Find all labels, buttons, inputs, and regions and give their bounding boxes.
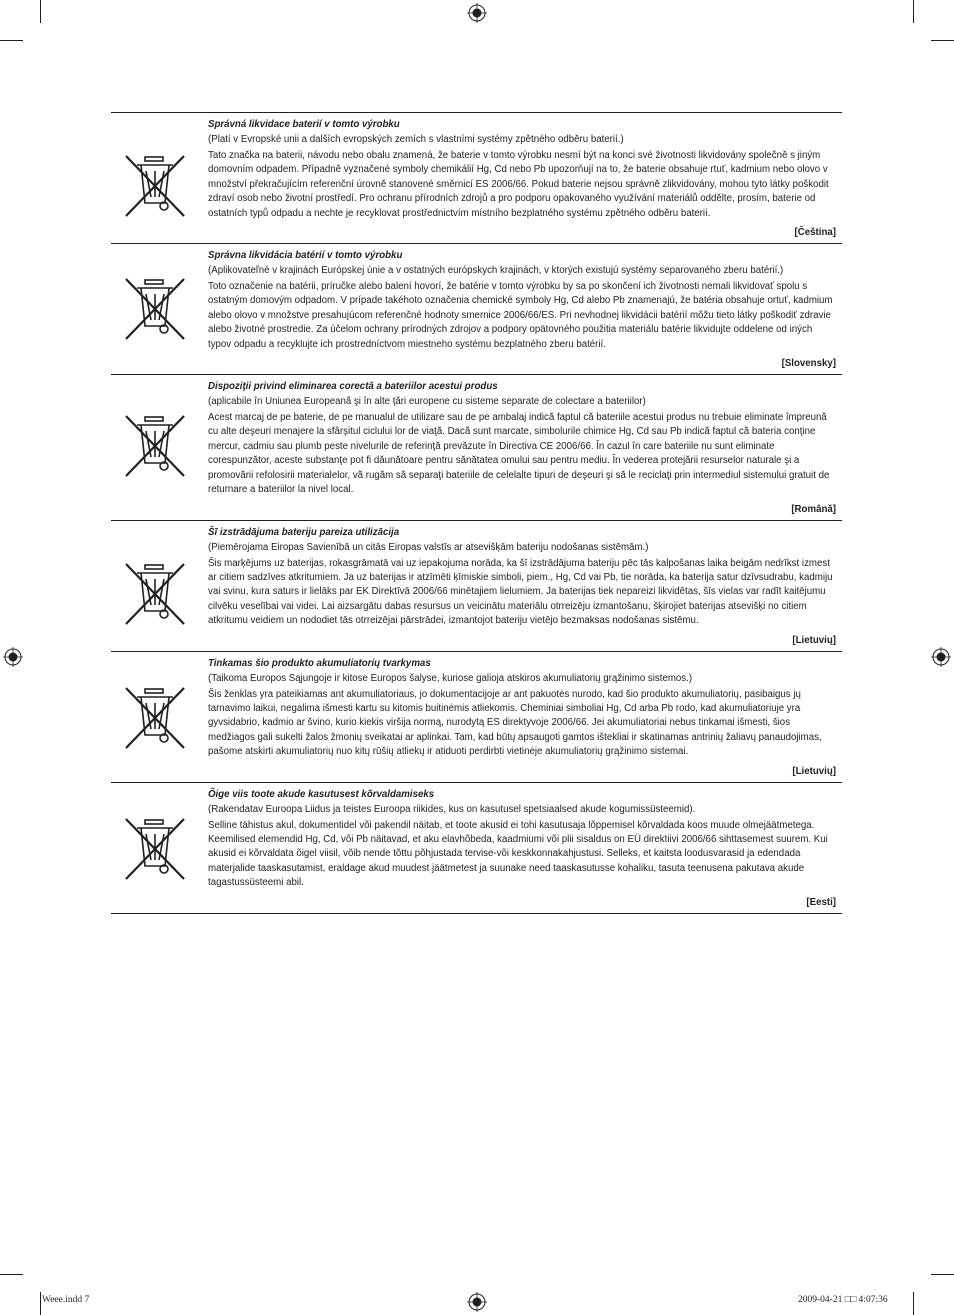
section-language: [Eesti] [806,896,836,908]
registration-mark-icon [931,647,951,667]
section-title: Správna likvidácia batérií v tomto výrobku [208,250,403,262]
section-slovak [111,243,842,374]
crossed-out-wheelie-bin-icon [123,276,187,342]
crop-mark [913,0,914,23]
section-language: [Română] [791,503,836,515]
section-title: Správná likvidace baterií v tomto výrobku [208,119,400,130]
section-language: [Čeština] [794,227,836,239]
crop-mark [931,1274,954,1275]
crop-mark [0,1274,23,1275]
crop-mark [0,40,23,41]
crossed-out-wheelie-bin-icon [123,153,187,219]
section-text: Tato značka na baterii, návodu nebo obalu znamená, že baterie v tomto výrobku nesmí být na konci své životnosti likvidovány společně s jiným domovním odpadem. Případně vyznačené symboly chemikálií Hg, Cd nebo Pb upozorňují na to, že baterie obsahuje rtuť, kadmium nebo olovo v množství překračujícím referenční úrovně stanovené směrnicí ES 2006/66. Pokud baterie nejsou správně zlikvidovány, mohou tyto látky poškodit zdraví osob nebo životní prostředí. Pro ochranu přírodních zdrojů a pro podporu opakovaného využívání materiálů oddělte, prosím, baterie od ostatních typů odpadu a nechte je recyklovat prostřednictvím místního bezplatného systému zpětného odběru baterií. [208,150,829,219]
section-text: Šis marķējums uz baterijas, rokasgrāmatā vai uz iepakojuma norāda, ka šī izstrādājuma bateriju pēc tās kalpošanas laika beigām nedrīkst izmest ar citiem sadzīves atkritumiem. Ja uz baterijas ir atzīmēti ķīmiskie simboli, piem., Hg, Cd vai Pb, tie norāda, ka baterija satur dzīvsudrabu, kadmiju vai svinu, kura saturs ir lielāks par EK Direktīvā 2006/66 minētajiem lielumiem. Ja baterijas tiek nepareizi likvidētas, šīs vielas var radīt kaitējumu cilvēku veselībai vai videi. Lai aizsargātu dabas resursus un veicinātu materiālu otrreizēju izmantošanu, šķirojiet baterijas atsevišķi no citiem atkritumu veidiem un nododiet tās otrreizējai pārstrādei, izmantojot bateriju vietējo bezmaksas nodošanas sistēmu. [208,557,833,627]
section-scope: (Taikoma Europos Sąjungoje ir kitose Europos šalyse, kuriose galioja atskiros akumuliatorių grąžinimo sistemos.) [208,672,693,684]
section-text: Šis ženklas yra pateikiamas ant akumuliatoriaus, jo dokumentacijoje ar ant pakuotės nurodo, kad šio produkto akumuliatorių, pasibaigus jų tarnavimo laikui, negalima išmesti kartu su kitomis buitinėmis atliekomis. Cheminiai simboliai Hg, Cd arba Pb rodo, kad akumuliatoriuje yra gyvsidabrio, kadmio ar švino, kurio kiekis viršija normą, nurodytą ES direktyvoje 2006/66. Jei akumuliatoriai nebus tinkamai išmesti, šios medžiagos gali sukelti žalos žmonių sveikatai ar aplinkai. Tam, kad būtų apsaugoti gamtos ištekliai ir skatinamas antrinių žaliavų panaudojimas, pašome atskirti akumuliatorių nuo kitų rūšių atliekų ir atiduoti perdirbti vietinėje akumuliatorių grąžinimo sistemai. [208,688,822,758]
section-title: Dispoziţii privind eliminarea corectă a bateriilor acestui produs [208,381,498,393]
section-text: Toto označenie na batérii, príručke alebo balení hovorí, že batérie v tomto výrobku by sa po skončení ich životnosti nemali likvidovať spolu s ostatným domovým odpadom. V prípade takéhoto označenia chemické symboly Hg, Cd alebo Pb znamenajú, že batéria obsahuje ortuť, kadmium alebo olovo v množstve presahujúcom referenčné hodnoty smernice 2006/66/ES. Pri nevhodnej likvidácii batérií môžu tieto látky poškodiť zdravie alebo životné prostredie. Za účelom ochrany prírodných zdrojov a podpory opätovného použitia materiálu batérie likvidujte oddelene od iných typov odpadu a recyklujte ich prostredníctvom miestneho systému bezplatného zberu batérií. [208,281,833,350]
registration-mark-icon [467,1292,487,1312]
section-romanian [111,374,842,519]
footer-file-name: Weee.indd 7 [42,1295,90,1305]
crossed-out-wheelie-bin-icon [123,413,187,479]
crossed-out-wheelie-bin-icon [123,816,187,882]
section-text: Acest marcaj de pe baterie, de pe manualul de utilizare sau de pe ambalaj indică faptul că bateriile acestui produs nu trebuie eliminate împreună cu alte deşeuri menajere la sfârşitul ciclului lor de viaţă. Dacă sunt marcate, simbolurile chimice Hg, Cd sau Pb indică faptul că bateria conţine mercur, cadmiu sau plumb peste nivelurile de referinţă prevăzute în Directiva CE 2006/66. În cazul în care bateriile nu sunt eliminate corespunzător, aceste substanţe pot fi dăunătoare pentru sănătatea omului sau pentru mediu. În vederea protejării resurselor naturale şi a promovării refolosirii materialelor, vă rugăm să separaţi bateriile de celelalte tipuri de deşeuri şi să le reciclaţi prin intermediul sistemului gratuit de returnare a bateriilor la nivel local. [208,412,830,496]
section-scope: (aplicabile în Uniunea Europeană şi în alte ţări europene cu sisteme separate de colectare a bateriilor) [208,396,646,408]
crop-mark [913,1292,914,1315]
section-lithuanian [111,651,842,782]
registration-mark-icon [467,3,487,23]
section-scope: (Piemērojama Eiropas Savienībā un citās Eiropas valstīs ar atsevišķām bateriju nodošanas sistēmām.) [208,541,649,553]
section-text: Selline tähistus akul, dokumentidel või pakendil näitab, et toote akusid ei tohi kasutusaja lõppemisel kõrvaldada koos muude olmejäätmetega. Keemilised elemendid Hg, Cd, või Pb näitavad, et aku elavhõbeda, kaadmiumi või plii sisaldus on EÜ direktiivi 2006/66 sihttasemest suurem. Kui akusid ei kõrvaldata õigel viisil, võib nende tõttu põhjustada tervise-või keskkonnakahjustusi. Selleks, et kaitsta loodusvarasid ja edendada materjalide taaskasutamist, eraldage akud muudest jäätmetest ja suunake need taaskasutusse kohaliku, tasuta teenusena pakutava akude tagastussüsteemi abil. [208,819,828,889]
section-scope: (Rakendatav Euroopa Liidus ja teistes Euroopa riikides, kus on kasutusel spetsiaalsed akude kogumissüsteemid). [208,803,696,815]
footer-timestamp: 2009-04-21 □□ 4:07:36 [798,1295,888,1305]
crop-mark [40,0,41,23]
section-language: [Slovensky] [781,358,836,370]
section-latvian [111,520,842,651]
crossed-out-wheelie-bin-icon [123,685,187,751]
section-language: [Lietuvių] [792,634,836,646]
section-estonian [111,782,842,914]
section-language: [Lietuvių] [792,765,836,777]
section-title: Tinkamas šio produkto akumuliatorių tvarkymas [208,657,431,669]
section-title: Šī izstrādājuma bateriju pareiza utilizācija [208,526,400,538]
section-scope: (Aplikovateľné v krajinách Európskej únie a v ostatných európskych krajinách, v ktorých existujú systémy separovaného zberu batérií.) [208,265,784,277]
registration-mark-icon [3,647,23,667]
crossed-out-wheelie-bin-icon [123,561,187,627]
battery-disposal-sections [111,112,842,914]
crop-mark [931,40,954,41]
crop-mark [40,1292,41,1315]
section-title: Õige viis toote akude kasutusest kõrvaldamiseks [208,788,435,800]
section-czech [111,112,842,243]
section-scope: (Platí v Evropské unii a dalších evropských zemích s vlastními systémy zpětného odběru baterií.) [208,134,624,145]
